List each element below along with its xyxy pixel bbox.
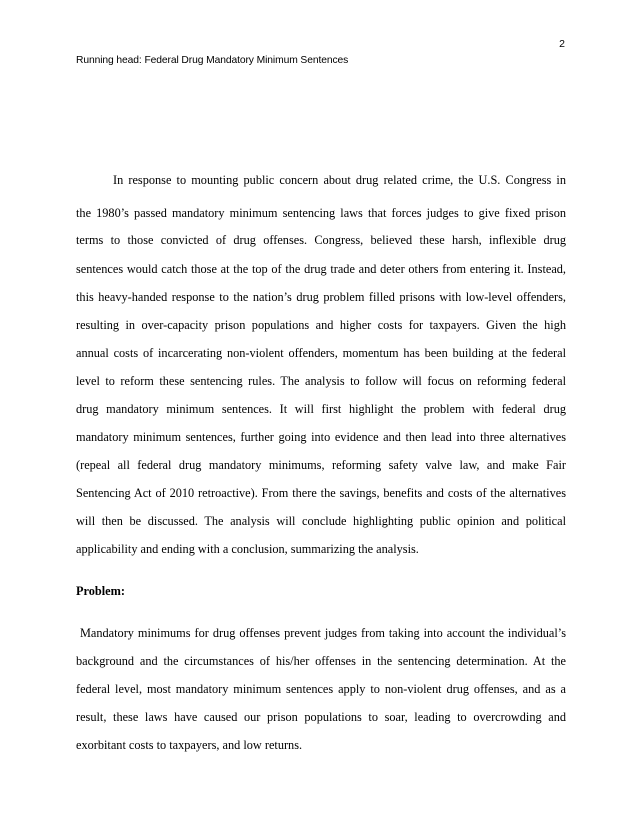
intro-line: annual costs of incarcerating non-violent offenders, momentum has been building at the federal (76, 346, 566, 360)
intro-line: level to reform these sentencing rules. The analysis to follow will focus on reforming federal (76, 374, 566, 388)
intro-line: resulting in over-capacity prison populations and higher costs for taxpayers. Given the high (76, 318, 566, 332)
intro-line: mandatory minimum sentences, further going into evidence and then lead into three alternatives (76, 430, 566, 444)
intro-line: sentences would catch those at the top of the drug trade and deter others from entering it. Instead, (76, 262, 566, 276)
intro-line: terms to those convicted of drug offenses. Congress, believed these harsh, inflexible drug (76, 233, 566, 247)
intro-line: this heavy-handed response to the nation’s drug problem filled prisons with low-level offenders, (76, 290, 566, 304)
intro-line: (repeal all federal drug mandatory minimums, reforming safety valve law, and make Fair (76, 458, 566, 472)
intro-line: applicability and ending with a conclusion, summarizing the analysis. (76, 542, 419, 556)
intro-line: will then be discussed. The analysis will conclude highlighting public opinion and political (76, 514, 566, 528)
intro-line: In response to mounting public concern about drug related crime, the U.S. Congress in (113, 173, 566, 187)
problem-line: background and the circumstances of his/her offenses in the sentencing determination. At the (76, 654, 566, 668)
problem-line: Mandatory minimums for drug offenses prevent judges from taking into account the individual’s (76, 626, 566, 640)
problem-heading: Problem: (76, 584, 125, 598)
problem-line: exorbitant costs to taxpayers, and low returns. (76, 738, 303, 752)
problem-line: federal level, most mandatory minimum sentences apply to non-violent drug offenses, and as a (76, 682, 566, 696)
intro-line: Sentencing Act of 2010 retroactive). From there the savings, benefits and costs of the alternatives (76, 486, 566, 500)
intro-line: the 1980’s passed mandatory minimum sentencing laws that forces judges to give fixed prison (76, 206, 566, 220)
problem-line: result, these laws have caused our prison populations to soar, leading to overcrowding and (76, 710, 566, 724)
running-head: Running head: Federal Drug Mandatory Minimum Sentences (76, 55, 349, 66)
intro-line: drug mandatory minimum sentences. It will first highlight the problem with federal drug (76, 402, 566, 416)
page-number: 2 (559, 38, 565, 50)
